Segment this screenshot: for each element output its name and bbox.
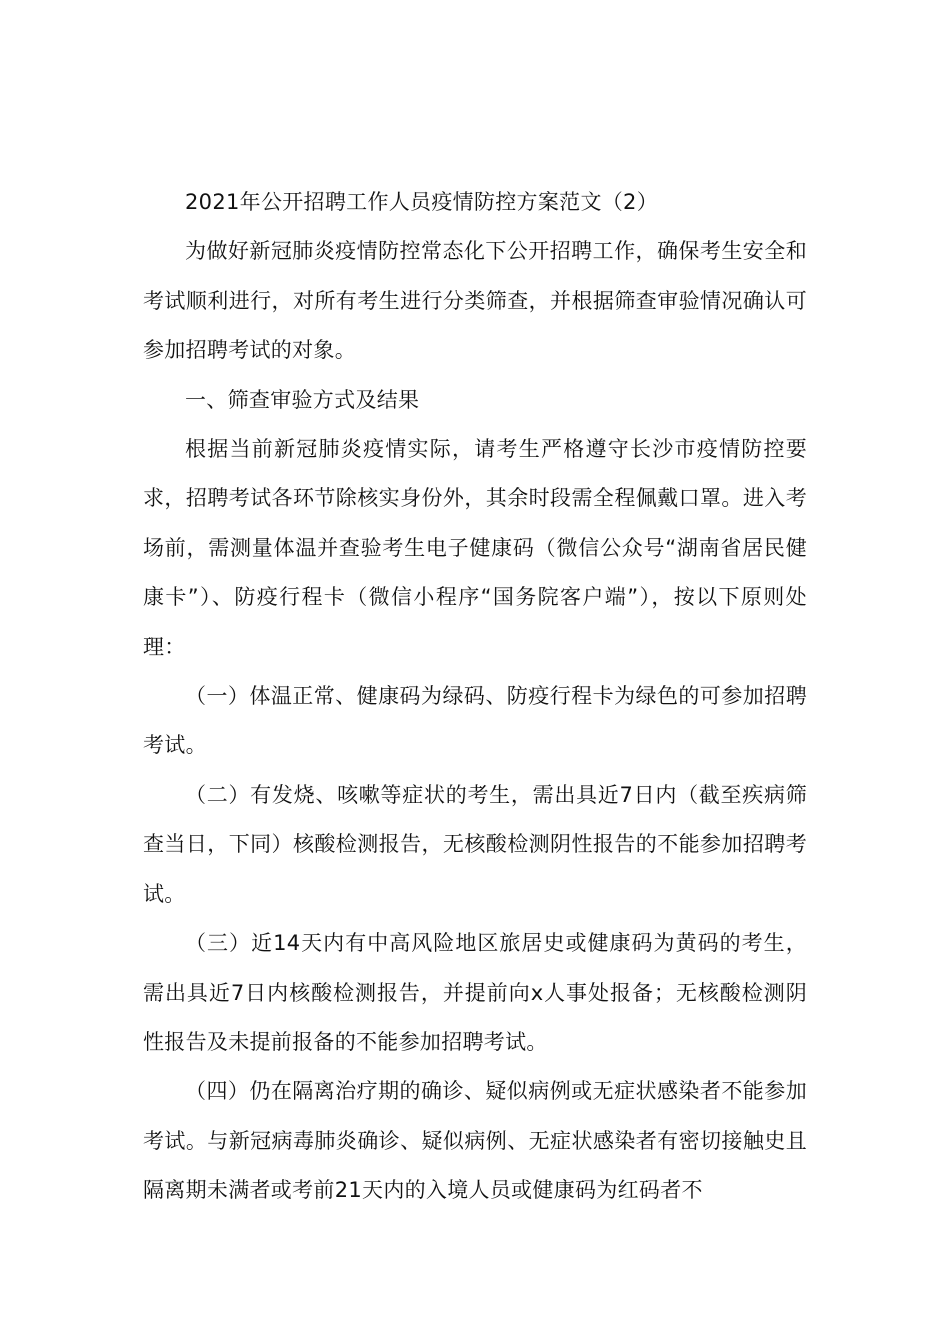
paragraph-rule-4: （四）仍在隔离治疗期的确诊、疑似病例或无症状感染者不能参加考试。与新冠病毒肺炎确诊、疑似病例、无症状感染者有密切接触史且隔离期未满者或考前21天内的入境人员或健康码为红码者不	[143, 1079, 807, 1203]
section-heading-screening: 一、筛查审验方式及结果	[185, 387, 420, 412]
paragraph-rule-3: （三）近14天内有中高风险地区旅居史或健康码为黄码的考生，需出具近7日内核酸检测报告，并提前向x人事处报备；无核酸检测阴性报告及未提前报备的不能参加招聘考试。	[143, 931, 807, 1054]
paragraph-rule-2: （二）有发烧、咳嗽等症状的考生，需出具近7日内（截至疾病筛查当日，下同）核酸检测报告，无核酸检测阴性报告的不能参加招聘考试。	[143, 782, 807, 906]
paragraph-intro: 为做好新冠肺炎疫情防控常态化下公开招聘工作，确保考生安全和考试顺利进行，对所有考生进行分类筛查，并根据筛查审验情况确认可参加招聘考试的对象。	[143, 239, 807, 363]
paragraph-rule-1: （一）体温正常、健康码为绿码、防疫行程卡为绿色的可参加招聘考试。	[143, 684, 807, 758]
document-body	[143, 178, 807, 1216]
paragraph-requirements: 根据当前新冠肺炎疫情实际，请考生严格遵守长沙市疫情防控要求，招聘考试各环节除核实身份外，其余时段需全程佩戴口罩。进入考场前，需测量体温并查验考生电子健康码（微信公众号“湖南省居民健康卡”）、防疫行程卡（微信小程序“国务院客户端”），按以下原则处理：	[143, 437, 807, 659]
document-title: 2021年公开招聘工作人员疫情防控方案范文（2）	[185, 190, 659, 214]
